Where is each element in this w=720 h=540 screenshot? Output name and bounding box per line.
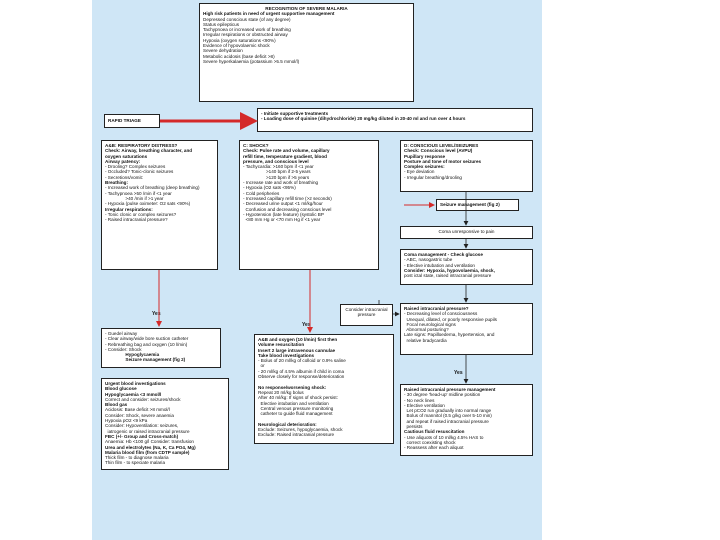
text-line: - Loading dose of quinine (dihydrochloride) 20 mg/kg diluted in 20-40 ml and run over 4 hours [261, 116, 466, 122]
text-line: Confusion and decreasing conscious level [243, 206, 332, 212]
text-line: - Consider: Shock [105, 346, 142, 352]
text-line: Seizure management (fig 2) [105, 357, 186, 363]
text-line: Urgent blood investigations [105, 381, 166, 386]
coma-pain-label: Coma unresponsive to pain [438, 229, 495, 234]
text-line: Tachypnoea or increased work of breathing [203, 27, 291, 33]
text-line: Hypoxia pO2 <9 kPa [105, 418, 148, 424]
text-line: - Tachypnoea >50 /min if <1 year [105, 190, 172, 196]
text-line: Raised intracranial pressure management [404, 387, 496, 392]
text-line: oxygen saturations [105, 153, 148, 159]
text-line: Evidence of hypovolaemic shock [203, 43, 270, 49]
text-line: - Increased work of breathing (deep breathing) [105, 185, 200, 191]
text-line: Urea and electrolytes (Na, K, Ca PO4, Mg) [105, 444, 196, 450]
text-line: Anaemia: Hb <100 g/l Consider: transfusion [105, 439, 194, 445]
text-line: Malaria blood film (from CDTP sample) [105, 449, 190, 455]
text-line: - Tachycardia: >160 bpm if <1 year [243, 164, 314, 170]
text-line: - Cold peripheries [243, 190, 280, 196]
consider-icp-label: Consider intracranial pressure [345, 307, 388, 318]
text-line: - Increase rate and work of breathing [243, 180, 319, 186]
text-line: and repeat if raised intracranial pressure [404, 418, 489, 424]
text-line: Metabolic acidosis (base deficit >8) [203, 53, 275, 59]
text-line: - Elective intubation and ventilation [404, 262, 475, 268]
flow-arrows [92, 0, 542, 540]
text-line: Exclude: Seizures, hypoglycaemia, shock [258, 427, 343, 433]
text-line: - Initiate supportive treatments [261, 111, 329, 116]
text-line: - Decreasing level of consciousness [404, 311, 478, 317]
text-line: Check: Pulse rate and volume, capillary [243, 148, 330, 154]
text-line: Unequal, dilated, or poorly responsive pupils [404, 316, 497, 322]
text-line: Repeat 20 ml/kg bolus [258, 389, 304, 395]
text-line: Thin film - to speciate malaria [105, 460, 165, 466]
text-line: Check: Airway, breathing character, and [105, 148, 193, 154]
text-line: After 40 ml/kg: If signs of shock persist: [258, 395, 338, 401]
text-line: - Guedel airway [105, 331, 138, 336]
recognition-subtitle: High risk patients in need of urgent supportive management [203, 11, 335, 17]
text-line: - Hypoxia (O2 sats <95%) [243, 185, 296, 191]
text-line: iatrogenic or raised intracranial pressure [105, 428, 190, 434]
text-line: Blood glucose [105, 386, 137, 392]
text-line: Elective intubation and ventilation [258, 400, 329, 406]
text-line: correct coexisting shock [404, 439, 456, 445]
text-line: catheter to guide fluid management [258, 411, 333, 417]
text-line: Take blood investigations [258, 352, 315, 358]
text-line: - Drooling? Complex seizures [105, 164, 166, 170]
text-line: Exclude: Raised intracranial pressure [258, 432, 335, 438]
text-line: Consider: Shock, severe anaemia [105, 412, 174, 418]
text-line: Depressed conscious state (of any degree) [203, 16, 291, 22]
text-line: post ictal state, raised intracranial pressure [404, 273, 492, 279]
text-line: - Elective ventilation [404, 402, 445, 408]
text-line: - Irregular breathing/drooling [404, 174, 462, 180]
text-line: Coma management - Check glucose [404, 252, 483, 257]
text-line: Neurological deterioration: [258, 421, 317, 427]
text-line: - Raised intracranial pressure? [105, 217, 168, 223]
text-line: >40 /min if >1 year [105, 195, 164, 201]
text-line: - Secretions/vomit: [105, 174, 144, 180]
yes-label-icp: Yes [454, 370, 463, 376]
text-line: Hypoglycaemia [105, 352, 160, 358]
seizure-management-label: Seizure management (fig 2) [440, 202, 500, 207]
respiratory-distress-title: A&B: RESPIRATORY DISTRESS? [105, 143, 178, 148]
text-line: A&B and oxygen (10 l/min) first then [258, 337, 338, 342]
text-line: - Use aliquots of 10 ml/kg 4.5% HAS to [404, 434, 484, 440]
text-line: - 30 degree 'head-up' midline position [404, 392, 481, 398]
text-line: Status epilepticus [203, 21, 240, 27]
text-line: Insert 2 large intravenous cannulae [258, 347, 336, 353]
text-line: Airway patency: [105, 158, 141, 164]
conscious-level-title: D: CONSCIOUS LEVEL/SEIZURES [404, 143, 479, 148]
text-line: - Rebreathing bag and oxygen (10 l/min) [105, 341, 188, 347]
shock-title: C: SHOCK? [243, 143, 269, 148]
text-line: Check: Conscious level (AVPU) [404, 148, 473, 154]
text-line: Volume resuscitation [258, 342, 305, 348]
text-line: Let pCO2 run gradually into normal range [404, 408, 492, 414]
text-line: Severe hyperkalaemia (potassium >5.5 mmol/l) [203, 58, 300, 64]
recognition-title: RECOGNITION OF SEVERE MALARIA [265, 6, 348, 11]
text-line: - Clear airway/wide bore suction catheter [105, 336, 189, 342]
text-line: Pupillary response [404, 153, 446, 159]
text-line: - Reassess after each aliquot [404, 445, 464, 451]
text-line: FBC (+/- Group and Cross-match) [105, 433, 179, 439]
text-line: Breathing: [105, 180, 128, 186]
text-line: Acidosis: Base deficit >8 mmol/l [105, 407, 170, 413]
yes-label-airway: Yes [152, 311, 161, 317]
text-line: - Tonic clonic or complex seizures? [105, 211, 177, 217]
text-line: Thick film - to diagnose malaria [105, 455, 169, 461]
text-line: >120 bpm if >5 years [243, 174, 310, 180]
yes-label-shock: Yes [302, 322, 311, 328]
text-line: Complex seizures: [404, 164, 445, 170]
text-line: or [258, 363, 265, 369]
text-line: - 20 ml/kg of 4.5% albumin if child in coma [258, 368, 345, 374]
text-line: Abnormal posturing? [404, 327, 449, 333]
text-line: Hypoglycaemia <3 mmol/l [105, 391, 162, 397]
text-line: Irregular respirations or obstructed airway [203, 32, 288, 38]
text-line: Cautious fluid resuscitation [404, 429, 465, 435]
text-line: persists [404, 424, 423, 430]
text-line: Hypoxia (oxygen saturations <90%) [203, 37, 276, 43]
text-line: - Bolus of 20 ml/kg of colloid or 0.9% saline [258, 358, 346, 364]
text-line: Raised intracranial pressure? [404, 306, 469, 311]
text-line: - Hypotension (late feature) (systolic BP [243, 211, 324, 217]
text-line: - Decreased urine output <1 ml/kg/hour [243, 201, 323, 207]
text-line: Irregular respirations: [105, 206, 153, 212]
text-line: Consider: Hypoxia, hypovolaemia, shock, [404, 267, 495, 273]
text-line: Central venous pressure monitoring [258, 405, 334, 411]
text-line: - Occluded? Tonic-clonic seizures [105, 169, 174, 175]
text-line: Blood gas [105, 402, 128, 408]
text-line: refill time, temperature gradient, blood [243, 153, 327, 159]
text-line: Posture and tone of motor seizures [404, 158, 482, 164]
text-line: pressure, and conscious level [243, 158, 309, 164]
text-line: relative bradycardia [404, 337, 447, 343]
text-line: - ABC, nasogastric tube [404, 257, 453, 263]
text-line: Correct and consider: seizures/shock [105, 396, 181, 402]
text-line: - Hypoxia (pulse oximeter: O2 sats <90%) [105, 201, 191, 207]
text-line: Observe closely for response/deterioration [258, 374, 345, 380]
text-line: Severe dehydration [203, 48, 243, 54]
text-line: Consider: Hypoventilation: seizures, [105, 423, 179, 429]
rapid-triage-label: RAPID TRIAGE [108, 118, 141, 123]
text-line: >140 bpm if 2-5 years [243, 169, 311, 175]
text-line: Focal neurological signs [404, 321, 456, 327]
text-line: - Increased capillary refill time (>2 seconds) [243, 195, 332, 201]
text-line: No response/worsening shock: [258, 384, 327, 390]
text-line: Bolus of mannitol (0.5 g/kg over 5-10 min) [404, 413, 492, 419]
malaria-flowchart [92, 0, 542, 540]
text-line: - Eye deviation [404, 169, 435, 175]
text-line: <80 mm Hg or <70 mm Hg if <1 year [243, 217, 321, 223]
text-line: - No neck lines [404, 397, 435, 403]
text-line: Late signs: Papilloedema, hypertension, and [404, 332, 495, 338]
